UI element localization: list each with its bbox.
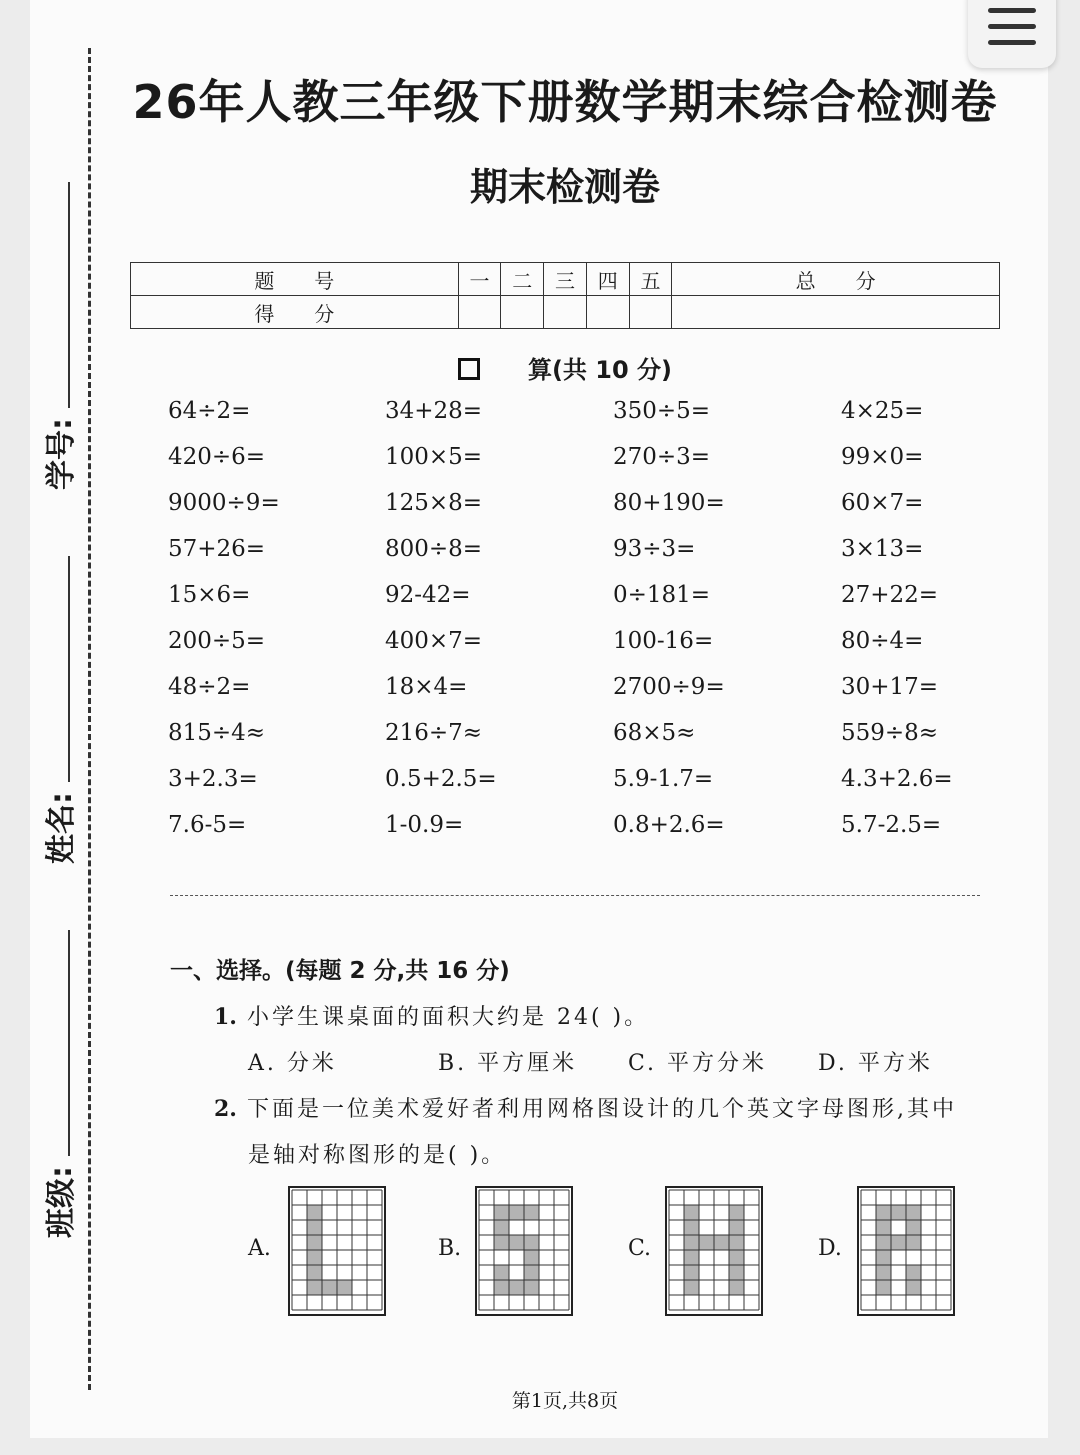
grid-filled-cell [876, 1250, 891, 1265]
grid-filled-cell [906, 1265, 921, 1280]
grid-filled-cell [307, 1280, 322, 1295]
hamburger-menu-icon[interactable] [968, 0, 1056, 68]
calc-row [168, 530, 988, 576]
grid-filled-cell [729, 1280, 744, 1295]
letter-r-grid-figure[interactable] [857, 1186, 955, 1316]
calc-problem: 57+26= [168, 536, 266, 562]
grid-filled-cell [684, 1265, 699, 1280]
score-table-header-row [131, 263, 1000, 296]
calc-problem: 1-0.9= [385, 812, 464, 838]
calc-problem: 400×7= [385, 628, 483, 654]
score-header-cell: 二 [501, 263, 544, 296]
calc-row [168, 668, 988, 714]
calc-problem: 48÷2= [168, 674, 251, 700]
grid-filled-cell [729, 1250, 744, 1265]
calc-problem: 420÷6= [168, 444, 266, 470]
calc-problem: 80÷4= [841, 628, 924, 654]
name-underline [68, 556, 70, 782]
calc-row [168, 622, 988, 668]
grid-filled-cell [684, 1205, 699, 1220]
calc-problem: 0.5+2.5= [385, 766, 497, 792]
calc-problem: 350÷5= [613, 398, 711, 424]
calc-problem-grid [168, 392, 988, 852]
score-cell[interactable] [501, 296, 544, 329]
grid-filled-cell [906, 1280, 921, 1295]
calc-problem: 5.9-1.7= [613, 766, 714, 792]
calc-problem: 2700÷9= [613, 674, 725, 700]
student-id-underline [68, 182, 70, 408]
calc-problem: 30+17= [841, 674, 939, 700]
question-2-line2: 是轴对称图形的是( )。 [248, 1143, 507, 1168]
score-header-cell: 四 [586, 263, 629, 296]
exam-subtitle: 期末检测卷 [469, 165, 660, 209]
q2-option-a-label[interactable]: A. [248, 1236, 271, 1261]
grid-filled-cell [307, 1265, 322, 1280]
grid-filled-cell [684, 1280, 699, 1295]
page-footer: 第1页,共8页 [511, 1390, 619, 1412]
grid-filled-cell [494, 1280, 509, 1295]
question-number: 1. [214, 1004, 237, 1030]
q2-option-d-label[interactable]: D. [818, 1236, 842, 1261]
q1-option-d[interactable]: D. 平方米 [818, 1051, 933, 1076]
q1-option-c[interactable]: C. 平方分米 [628, 1051, 768, 1076]
calc-problem: 4.3+2.6= [841, 766, 953, 792]
score-cell[interactable] [544, 296, 587, 329]
score-cell[interactable] [586, 296, 629, 329]
grid-filled-cell [876, 1220, 891, 1235]
grid-filled-cell [524, 1280, 539, 1295]
grid-filled-cell [684, 1220, 699, 1235]
class-underline [68, 930, 70, 1156]
grid-filled-cell [876, 1205, 891, 1220]
calc-problem: 18×4= [385, 674, 468, 700]
calc-problem: 800÷8= [385, 536, 483, 562]
calc-problem: 100×5= [385, 444, 483, 470]
grid-filled-cell [729, 1220, 744, 1235]
grid-filled-cell [729, 1205, 744, 1220]
calc-problem: 0÷181= [613, 582, 711, 608]
score-cell[interactable] [458, 296, 501, 329]
grid-filled-cell [906, 1235, 921, 1250]
name-label: 姓名: [44, 792, 79, 864]
calc-row [168, 806, 988, 852]
calc-problem: 27+22= [841, 582, 939, 608]
letter-s-grid-figure[interactable] [475, 1186, 573, 1316]
calc-row [168, 576, 988, 622]
checkbox-square-icon [458, 358, 480, 380]
calc-problem: 270÷3= [613, 444, 711, 470]
grid-filled-cell [494, 1205, 509, 1220]
class-label: 班级: [44, 1166, 79, 1238]
question-text: 小学生课桌面的面积大约是 24( )。 [246, 1005, 650, 1030]
calc-problem: 64÷2= [168, 398, 251, 424]
letter-l-grid-figure[interactable] [288, 1186, 386, 1316]
grid-filled-cell [307, 1250, 322, 1265]
question-number: 2. [214, 1096, 237, 1122]
grid-filled-cell [524, 1235, 539, 1250]
calc-problem: 200÷5= [168, 628, 266, 654]
grid-filled-cell [876, 1280, 891, 1295]
calc-problem: 4×25= [841, 398, 924, 424]
grid-filled-cell [307, 1205, 322, 1220]
letter-h-grid-figure[interactable] [665, 1186, 763, 1316]
calc-problem: 34+28= [385, 398, 483, 424]
calc-problem: 99×0= [841, 444, 924, 470]
question-1 [214, 1000, 649, 1031]
section-choice-heading: 一、选择。(每题 2 分,共 16 分) [170, 958, 510, 984]
grid-filled-cell [509, 1205, 524, 1220]
section-divider [170, 895, 980, 896]
score-header-cell: 总分 [672, 263, 1000, 296]
question-2 [214, 1092, 957, 1123]
calc-problem: 60×7= [841, 490, 924, 516]
calc-problem: 815÷4≈ [168, 720, 266, 746]
calc-problem: 7.6-5= [168, 812, 247, 838]
exam-title: 26年人教三年级下册数学期末综合检测卷 [132, 75, 998, 129]
score-cell[interactable] [629, 296, 672, 329]
grid-filled-cell [307, 1235, 322, 1250]
grid-filled-cell [509, 1280, 524, 1295]
calc-row [168, 714, 988, 760]
calc-problem: 559÷8≈ [841, 720, 939, 746]
q2-option-b-label[interactable]: B. [438, 1236, 462, 1261]
grid-filled-cell [494, 1265, 509, 1280]
calc-row [168, 484, 988, 530]
calc-problem: 15×6= [168, 582, 251, 608]
calc-problem: 3×13= [841, 536, 924, 562]
calc-problem: 92-42= [385, 582, 471, 608]
score-header-cell: 题号 [131, 263, 459, 296]
calc-problem: 80+190= [613, 490, 725, 516]
grid-filled-cell [524, 1250, 539, 1265]
grid-filled-cell [684, 1250, 699, 1265]
score-header-cell: 五 [629, 263, 672, 296]
q2-option-c-label[interactable]: C. [628, 1236, 652, 1261]
calc-problem: 100-16= [613, 628, 714, 654]
grid-filled-cell [906, 1205, 921, 1220]
calc-problem: 3+2.3= [168, 766, 258, 792]
grid-filled-cell [876, 1235, 891, 1250]
grid-filled-cell [891, 1235, 906, 1250]
student-id-label: 学号: [44, 418, 79, 490]
grid-filled-cell [524, 1265, 539, 1280]
score-cell[interactable] [672, 296, 1000, 329]
q1-option-a[interactable]: A. 分米 [248, 1051, 337, 1076]
binding-dashed-line [88, 48, 91, 1390]
q1-option-b[interactable]: B. 平方厘米 [438, 1051, 578, 1076]
calc-problem: 0.8+2.6= [613, 812, 725, 838]
score-table-score-row [131, 296, 1000, 329]
section-calc-label: 算(共 10 分) [527, 356, 673, 384]
grid-filled-cell [322, 1280, 337, 1295]
grid-filled-cell [891, 1205, 906, 1220]
calc-row [168, 438, 988, 484]
calc-row [168, 760, 988, 806]
grid-filled-cell [729, 1235, 744, 1250]
calc-problem: 68×5≈ [613, 720, 696, 746]
calc-problem: 125×8= [385, 490, 483, 516]
grid-filled-cell [524, 1205, 539, 1220]
score-table [130, 262, 1000, 329]
grid-filled-cell [494, 1220, 509, 1235]
calc-problem: 216÷7≈ [385, 720, 483, 746]
calc-row [168, 392, 988, 438]
score-row-label: 得分 [131, 296, 459, 329]
grid-filled-cell [876, 1265, 891, 1280]
calc-problem: 93÷3= [613, 536, 696, 562]
score-header-cell: 三 [544, 263, 587, 296]
grid-filled-cell [509, 1235, 524, 1250]
calc-problem: 5.7-2.5= [841, 812, 942, 838]
grid-filled-cell [684, 1235, 699, 1250]
grid-filled-cell [307, 1220, 322, 1235]
grid-filled-cell [714, 1235, 729, 1250]
grid-filled-cell [494, 1235, 509, 1250]
question-text: 下面是一位美术爱好者利用网格图设计的几个英文字母图形,其中 [246, 1097, 957, 1122]
section-calc-heading [130, 350, 1000, 385]
grid-filled-cell [729, 1265, 744, 1280]
grid-filled-cell [906, 1220, 921, 1235]
score-header-cell: 一 [458, 263, 501, 296]
grid-filled-cell [699, 1235, 714, 1250]
calc-problem: 9000÷9= [168, 490, 280, 516]
grid-filled-cell [337, 1280, 352, 1295]
